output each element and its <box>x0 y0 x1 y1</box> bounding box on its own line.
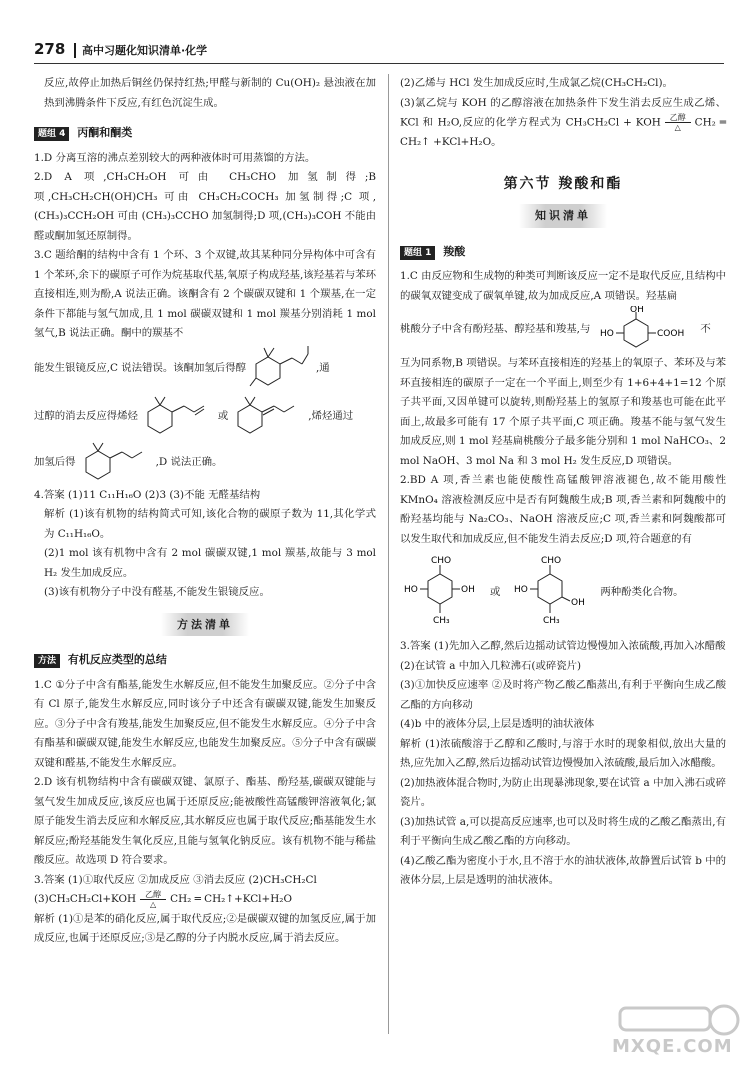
reaction-arrow: 乙醇 △ <box>665 113 691 132</box>
method-banner: 方法清单 <box>34 613 376 637</box>
group-tag: 题组 1 <box>400 246 435 260</box>
ho-label: HO <box>600 329 615 339</box>
svg-text:OH: OH <box>461 585 475 595</box>
dihydroxybenzoic-acid-structure-icon <box>590 306 700 354</box>
method-title: 有机反应类型的总结 <box>67 653 167 666</box>
svg-text:CH₃: CH₃ <box>543 616 561 626</box>
or-label: 或 <box>490 586 501 599</box>
structure-caption: 两种酚类化合物。 <box>600 586 684 599</box>
phenol-aldehyde-structure-icon <box>400 553 480 633</box>
analysis: (2)乙烯与 HCl 发生加成反应时,生成氯乙烷(CH₃CH₂Cl)。 <box>400 77 673 89</box>
reaction-arrow: 乙醇 △ <box>140 890 166 909</box>
alcohol-structure-icon <box>246 344 316 394</box>
answer-item-with-structure: 加氢后得 ,D 说法正确。 <box>34 440 376 486</box>
paragraph: 反应,故停止加热后铜丝仍保持红热;甲醛与新制的 Cu(OH)₂ 悬浊液在加热到沸腾条件下反应,有红色沉淀生成。 <box>44 77 376 109</box>
watermark-text: MXQE.COM <box>612 1036 733 1057</box>
cooh-label: COOH <box>657 329 685 339</box>
equation: (3)CH₃CH₂Cl+KOH 乙醇 △ CH₂ ═ CH₂↑+KCl+H₂O <box>34 890 292 910</box>
phenol-aldehyde-structure-icon <box>510 553 590 633</box>
answer-item: 4.答案 (1)11 C₁₁H₁₆O (2)3 (3)不能 无醛基结构 <box>34 488 261 501</box>
svg-text:OH: OH <box>571 598 586 608</box>
group-tag: 题组 4 <box>34 127 69 141</box>
analysis: (3)该有机物分子中没有醛基,不能发生银镜反应。 <box>44 586 270 598</box>
knowledge-banner: 知识清单 <box>400 204 726 228</box>
section-title: 第六节 羧酸和酯 <box>503 175 623 192</box>
answer-item-with-structure: 过醇的消去反应得烯烃 或 ,烯烃通过 <box>34 394 376 440</box>
answer-item: 1.C ①分子中含有酯基,能发生水解反应,但不能发生加聚反应。②分子中含有 Cl 原子,能发生水解反应,同时该分子中还含有碳碳双键,能发生加聚反应。③分子中含有羧基,能发生加聚反应,但不能发生水解反应。④分子中含有酯基和碳碳双键,能发生水解反应,也能发生加聚反应。⑤分子中含有碳碳双键和醛基,不能发生水解反应。 <box>34 678 376 769</box>
answer-item: 1.C 由反应物和生成物的种类可判断该反应一定不是取代反应,且结构中的碳氧双键变成了碳氧单键,故为加成反应,A 项错误。羟基扁 <box>400 270 726 302</box>
alkene-structure-icon <box>138 394 218 440</box>
alkane-structure-icon <box>76 440 156 486</box>
alkene-structure-icon <box>228 394 308 440</box>
group-heading <box>400 242 726 262</box>
analysis: 解析 (1)浓硫酸溶于乙醇和乙酸时,与溶于水时的现象相似,放出大量的热,应先加入乙醇,然后边摇动试管边慢慢加入浓硫酸,最后加入冰醋酸。 <box>400 737 726 769</box>
group-title: 羧酸 <box>443 244 466 258</box>
svg-text:CHO: CHO <box>431 556 452 566</box>
answer-item: 互为同系物,B 项错误。与苯环直接相连的羟基上的氧原子、苯环及与苯环直接相连的碳原子一定在一个平面上,则至少有 1+6+4+1=12 个原子共平面,又因单键可以旋转,则酚羟基上的氢原子和羧基也可能在此平面上,故最多可能有 17 个原子共平面,C 项正确。羧基不能与氢气发生加成反应,则 1 mol 羟基扁桃酸分子最多能分别和 1 mol NaHCO₃、2 mol NaOH、3 mol Na 和 3 mol H₂ 发生反应,D 项错误。 <box>400 357 726 467</box>
analysis: 解析 (1)该有机物的结构简式可知,该化合物的碳原子数为 11,其化学式为 C₁₁H₁₆O。 <box>44 508 376 540</box>
watermark-logo <box>612 1000 742 1060</box>
answer-item-with-structure: 桃酸分子中含有酚羟基、醇羟基和羧基,与 OH HO COOH 不 <box>400 306 726 354</box>
answer-item: (2)在试管 a 中加入几粒沸石(或碎瓷片) <box>400 659 582 672</box>
equation: (3)氯乙烷与 KOH 的乙醇溶液在加热条件下发生消去反应生成乙烯、KCl 和 H₂O,反应的化学方程式为 CH₃CH₂Cl + KOH 乙醇 △ CH₂ ═ CH₂↑ +KCl+H₂O。 <box>400 96 726 148</box>
answer-item: 2.D 该有机物结构中含有碳碳双键、氯原子、酯基、酚羟基,碳碳双键能与氢气发生加成反应,该反应也属于还原反应;能被酸性高锰酸钾溶液氧化;氯原子能发生消去反应和水解反应,其水解反应也属于取代反应;酯基能发生水解反应;酚羟基能发生氧化反应,且能与氢氧化钠反应。该有机物不能与稀盐酸反应。故选项 D 符合要求。 <box>34 776 376 866</box>
answer-item: 2.D A 项,CH₃CH₂OH 可由 CH₃CHO 加氢制得;B 项,CH₃CH₂CH(OH)CH₃ 可由 CH₃CH₂COCH₃ 加氢制得;C 项,(CH₃)₃CCH₂OH 可由 (CH₃)₃CCHO 加氢制得;D 项,(CH₃)₃COH 不能由醛或酮加氢还原制得。 <box>34 171 376 242</box>
analysis: (3)加热试管 a,可以提高反应速率,也可以及时将生成的乙酸乙酯蒸出,有利于平衡向生成乙酸乙酯的方向移动。 <box>400 815 726 847</box>
answer-item: 3.答案 (1)①取代反应 ②加成反应 ③消去反应 (2)CH₃CH₂Cl <box>34 873 317 886</box>
page-header <box>34 40 714 62</box>
analysis: (4)乙酸乙酯为密度小于水,且不溶于水的油状液体,故静置后试管 b 中的液体分层,上层是透明的油状液体。 <box>400 854 726 886</box>
answer-item: (3)①加快反应速率 ②及时将产物乙酸乙酯蒸出,有利于平衡向生成乙酸乙酯的方向移动 <box>400 679 726 711</box>
answer-item: (4)b 中的液体分层,上层是透明的油状液体 <box>400 718 595 730</box>
group-title: 丙酮和酮类 <box>77 126 133 139</box>
column-divider <box>388 74 389 1034</box>
header-bar <box>74 43 76 58</box>
answer-item: 3.C 题给酮的结构中含有 1 个环、3 个双键,故其某种同分异构体中可含有 1 个苯环,余下的碳原子可作为烷基取代基,氧原子构成羟基,该羟基若与苯环直接相连,则为酚,A 说法正确。该酮含有 2 个碳碳双键和 1 个羰基,在一定条件下都能与氢气加成,且 1 mol 碳碳双键和 1 mol 羰基分别消耗 1 mol 氢气,B 说法正确。酮中的羰基不 <box>34 249 376 339</box>
svg-text:HO: HO <box>514 585 529 595</box>
left-column <box>34 74 376 949</box>
oh-label: OH <box>630 306 645 315</box>
page-number: 278 <box>34 40 66 58</box>
header-rule <box>34 63 724 64</box>
svg-text:CHO: CHO <box>541 556 562 566</box>
answer-item: 2.BD A 项,香兰素也能使酸性高锰酸钾溶液褪色,故不能用酸性 KMnO₄ 溶液检测反应中是否有阿魏酸生成;B 项,香兰素和阿魏酸中的酚羟基均能与 Na₂CO₃、NaOH 溶液反应;C 项,香兰素和阿魏酸都可以发生取代和加成反应,但不能发生消去反应;D 项,符合题意的有 <box>400 474 726 545</box>
analysis: (2)加热液体混合物时,为防止出现暴沸现象,要在试管 a 中加入沸石或碎瓷片。 <box>400 776 726 808</box>
answer-item-with-structure: 能发生银镜反应,C 说法错误。该酮加氢后得醇 ,通 <box>34 344 376 394</box>
group-heading <box>34 123 376 143</box>
method-heading <box>34 650 376 670</box>
analysis: (2)1 mol 该有机物中含有 2 mol 碳碳双键,1 mol 羰基,故能与 3 mol H₂ 发生加成反应。 <box>44 547 376 579</box>
right-column <box>400 74 726 891</box>
svg-text:HO: HO <box>404 585 418 595</box>
book-title: 高中习题化知识清单·化学 <box>82 44 208 57</box>
answer-item: 1.D 分离互溶的沸点差别较大的两种液体时可用蒸馏的方法。 <box>34 151 316 164</box>
answer-item: 3.答案 (1)先加入乙醇,然后边摇动试管边慢慢加入浓硫酸,再加入冰醋酸 <box>400 640 726 652</box>
watermark-icon <box>612 1000 742 1040</box>
svg-text:CH₃: CH₃ <box>433 616 450 626</box>
analysis: 解析 (1)①是苯的硝化反应,属于取代反应;②是碳碳双键的加氢反应,属于加成反应,也属于还原反应;③是乙醇的分子内脱水反应,属于消去反应。 <box>34 912 376 944</box>
phenol-structures <box>400 553 726 633</box>
method-tag: 方法 <box>34 654 60 668</box>
